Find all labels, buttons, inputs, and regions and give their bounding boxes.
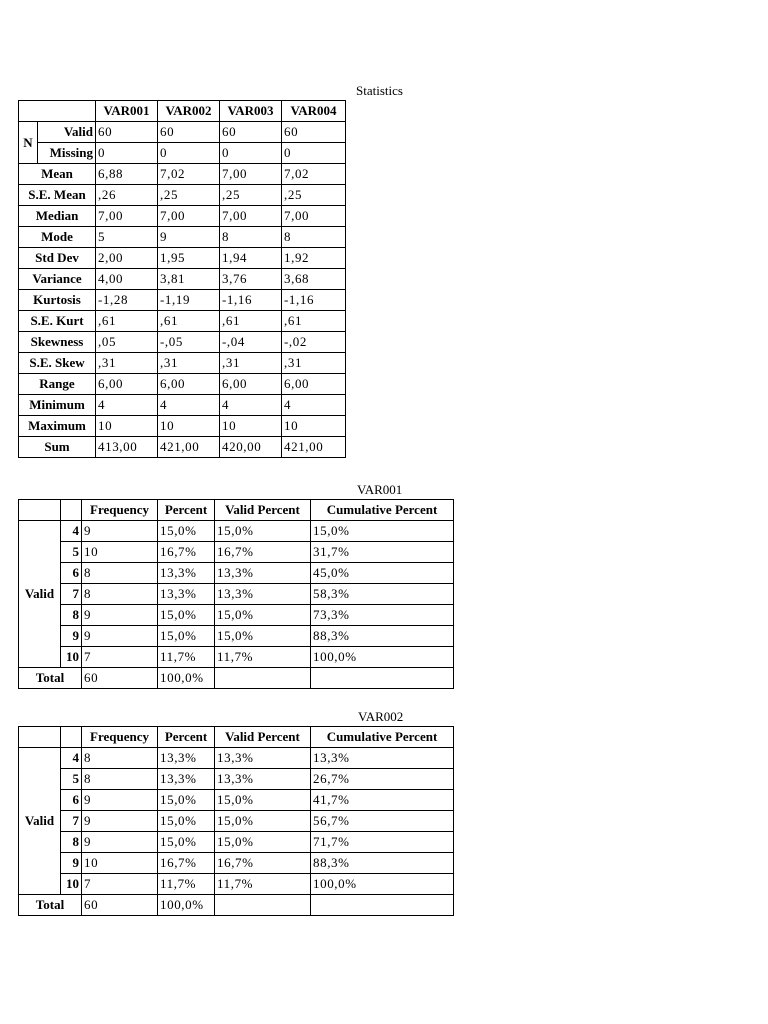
value-cell: 6,00 [282,374,346,395]
value-cell: 2,00 [96,248,158,269]
statistics-row [19,332,346,353]
value-cell: 6,00 [158,374,220,395]
frequency-cell: 15,0% [215,811,311,832]
value-cell: 10 [282,416,346,437]
valid-group-label: Valid [19,748,61,895]
value-cell: 6,00 [96,374,158,395]
frequency-cell: 15,0% [215,626,311,647]
category-value: 6 [61,563,82,584]
statistics-row [19,416,346,437]
column-header: Cumulative Percent [311,500,454,521]
value-cell: 6,00 [220,374,282,395]
value-cell: ,31 [282,353,346,374]
frequency-cell: 9 [82,605,158,626]
frequency-cell: 9 [82,626,158,647]
total-cell [311,668,454,689]
frequency-cell: 88,3% [311,853,454,874]
category-value: 4 [61,748,82,769]
value-cell: ,05 [96,332,158,353]
category-value: 6 [61,790,82,811]
value-cell: ,61 [220,311,282,332]
value-cell: 5 [96,227,158,248]
total-row [19,668,454,689]
frequency-cell: 8 [82,563,158,584]
statistics-row [19,164,346,185]
category-value: 8 [61,605,82,626]
frequency-cell: 11,7% [158,647,215,668]
column-header: Valid Percent [215,500,311,521]
frequency-row [19,811,454,832]
category-value: 7 [61,584,82,605]
row-label: S.E. Kurt [19,311,96,332]
frequency-row [19,584,454,605]
row-label: Skewness [19,332,96,353]
value-cell: -1,16 [282,290,346,311]
total-label: Total [19,668,82,689]
total-cell: 100,0% [158,895,215,916]
statistics-header-row [19,101,346,122]
frequency-row [19,542,454,563]
value-cell: ,61 [158,311,220,332]
header-corner-cell [61,500,82,521]
frequency-cell: 8 [82,748,158,769]
statistics-row [19,437,346,458]
row-label: Std Dev [19,248,96,269]
var002-title: VAR002 [358,709,404,724]
value-cell: 1,94 [220,248,282,269]
frequency-header-row [19,727,454,748]
value-cell: ,31 [220,353,282,374]
value-cell: -1,19 [158,290,220,311]
total-label: Total [19,895,82,916]
frequency-cell: 15,0% [158,521,215,542]
value-cell: 9 [158,227,220,248]
value-cell: -1,28 [96,290,158,311]
total-cell [215,668,311,689]
column-header: VAR002 [158,101,220,122]
statistics-row [19,395,346,416]
frequency-header-row [19,500,454,521]
column-header: Valid Percent [215,727,311,748]
row-label: S.E. Mean [19,185,96,206]
row-label: Range [19,374,96,395]
frequency-cell: 9 [82,790,158,811]
frequency-cell: 9 [82,521,158,542]
frequency-row [19,790,454,811]
statistics-row [19,206,346,227]
value-cell: 7,00 [158,206,220,227]
row-label: Maximum [19,416,96,437]
value-cell: 3,76 [220,269,282,290]
value-cell: 0 [282,143,346,164]
column-header: Percent [158,727,215,748]
header-corner-cell [19,500,61,521]
row-label: Median [19,206,96,227]
column-header: Frequency [82,727,158,748]
n-label: N [19,122,38,164]
value-cell: 1,95 [158,248,220,269]
row-label: S.E. Skew [19,353,96,374]
value-cell: 60 [158,122,220,143]
value-cell: 60 [96,122,158,143]
total-cell [311,895,454,916]
value-cell: 60 [220,122,282,143]
frequency-cell: 10 [82,853,158,874]
value-cell: 7,02 [158,164,220,185]
value-cell: 10 [96,416,158,437]
statistics-row [19,353,346,374]
frequency-cell: 11,7% [215,647,311,668]
row-label: Mean [19,164,96,185]
value-cell: 413,00 [96,437,158,458]
value-cell: 0 [96,143,158,164]
frequency-cell: 26,7% [311,769,454,790]
frequency-cell: 15,0% [158,832,215,853]
value-cell: 0 [158,143,220,164]
frequency-row [19,874,454,895]
value-cell: 420,00 [220,437,282,458]
value-cell: -,05 [158,332,220,353]
frequency-cell: 16,7% [215,542,311,563]
frequency-cell: 16,7% [158,542,215,563]
category-value: 5 [61,542,82,563]
value-cell: 4,00 [96,269,158,290]
total-cell: 100,0% [158,668,215,689]
frequency-cell: 13,3% [311,748,454,769]
var002-frequency-table [18,726,454,916]
value-cell: 60 [282,122,346,143]
frequency-cell: 15,0% [215,521,311,542]
frequency-cell: 100,0% [311,647,454,668]
frequency-cell: 13,3% [215,563,311,584]
value-cell: 7,00 [220,164,282,185]
column-header: Cumulative Percent [311,727,454,748]
statistics-row [19,185,346,206]
value-cell: ,26 [96,185,158,206]
value-cell: ,25 [220,185,282,206]
statistics-row [19,290,346,311]
row-label: Sum [19,437,96,458]
column-header: Percent [158,500,215,521]
frequency-row [19,769,454,790]
value-cell: ,31 [96,353,158,374]
value-cell: 4 [158,395,220,416]
frequency-cell: 11,7% [158,874,215,895]
value-cell: 421,00 [282,437,346,458]
statistics-row [19,311,346,332]
frequency-cell: 13,3% [158,748,215,769]
value-cell: ,31 [158,353,220,374]
frequency-row [19,521,454,542]
total-row [19,895,454,916]
frequency-cell: 71,7% [311,832,454,853]
frequency-row [19,748,454,769]
row-label: Valid [38,122,96,143]
value-cell: 10 [220,416,282,437]
value-cell: 4 [282,395,346,416]
frequency-cell: 15,0% [215,790,311,811]
value-cell: 7,00 [282,206,346,227]
frequency-cell: 13,3% [158,769,215,790]
valid-group-label: Valid [19,521,61,668]
category-value: 4 [61,521,82,542]
value-cell: 3,68 [282,269,346,290]
column-header: Frequency [82,500,158,521]
statistics-row [19,143,346,164]
value-cell: 7,00 [96,206,158,227]
frequency-cell: 88,3% [311,626,454,647]
frequency-cell: 7 [82,647,158,668]
statistics-row [19,122,346,143]
frequency-cell: 15,0% [158,790,215,811]
frequency-cell: 15,0% [158,605,215,626]
category-value: 5 [61,769,82,790]
value-cell: -,02 [282,332,346,353]
total-cell: 60 [82,668,158,689]
value-cell: 4 [220,395,282,416]
frequency-cell: 13,3% [158,563,215,584]
frequency-cell: 9 [82,832,158,853]
frequency-cell: 11,7% [215,874,311,895]
value-cell: 7,00 [220,206,282,227]
frequency-cell: 15,0% [311,521,454,542]
value-cell: 4 [96,395,158,416]
value-cell: 10 [158,416,220,437]
frequency-cell: 100,0% [311,874,454,895]
category-value: 9 [61,853,82,874]
row-label: Mode [19,227,96,248]
frequency-cell: 15,0% [158,811,215,832]
frequency-row [19,605,454,626]
var001-frequency-table [18,499,454,689]
frequency-cell: 13,3% [215,584,311,605]
value-cell: ,25 [158,185,220,206]
frequency-row [19,563,454,584]
category-value: 10 [61,874,82,895]
value-cell: 8 [282,227,346,248]
frequency-cell: 31,7% [311,542,454,563]
value-cell: 6,88 [96,164,158,185]
frequency-cell: 10 [82,542,158,563]
frequency-cell: 41,7% [311,790,454,811]
value-cell: -1,16 [220,290,282,311]
frequency-cell: 9 [82,811,158,832]
frequency-row [19,832,454,853]
statistics-row [19,248,346,269]
category-value: 8 [61,832,82,853]
value-cell: 8 [220,227,282,248]
statistics-row [19,227,346,248]
frequency-cell: 8 [82,584,158,605]
value-cell: 421,00 [158,437,220,458]
frequency-cell: 7 [82,874,158,895]
frequency-cell: 15,0% [158,626,215,647]
frequency-cell: 15,0% [215,605,311,626]
frequency-row [19,853,454,874]
column-header: VAR001 [96,101,158,122]
frequency-cell: 56,7% [311,811,454,832]
frequency-cell: 73,3% [311,605,454,626]
frequency-cell: 13,3% [215,748,311,769]
column-header: VAR003 [220,101,282,122]
value-cell: 3,81 [158,269,220,290]
frequency-cell: 8 [82,769,158,790]
column-header: VAR004 [282,101,346,122]
category-value: 7 [61,811,82,832]
frequency-cell: 45,0% [311,563,454,584]
frequency-row [19,626,454,647]
frequency-cell: 16,7% [215,853,311,874]
frequency-cell: 15,0% [215,832,311,853]
total-cell: 60 [82,895,158,916]
row-label: Variance [19,269,96,290]
frequency-cell: 16,7% [158,853,215,874]
value-cell: ,25 [282,185,346,206]
total-cell [215,895,311,916]
value-cell: ,61 [96,311,158,332]
frequency-cell: 58,3% [311,584,454,605]
value-cell: 1,92 [282,248,346,269]
value-cell: 7,02 [282,164,346,185]
frequency-cell: 13,3% [215,769,311,790]
header-corner-cell [19,101,96,122]
header-corner-cell [61,727,82,748]
value-cell: ,61 [282,311,346,332]
row-label: Minimum [19,395,96,416]
value-cell: -,04 [220,332,282,353]
category-value: 9 [61,626,82,647]
statistics-table [18,100,346,458]
statistics-row [19,374,346,395]
value-cell: 0 [220,143,282,164]
category-value: 10 [61,647,82,668]
row-label: Kurtosis [19,290,96,311]
header-corner-cell [19,727,61,748]
row-label: Missing [38,143,96,164]
var001-title: VAR001 [357,482,403,497]
frequency-cell: 13,3% [158,584,215,605]
frequency-row [19,647,454,668]
statistics-row [19,269,346,290]
statistics-title: Statistics [356,83,403,98]
